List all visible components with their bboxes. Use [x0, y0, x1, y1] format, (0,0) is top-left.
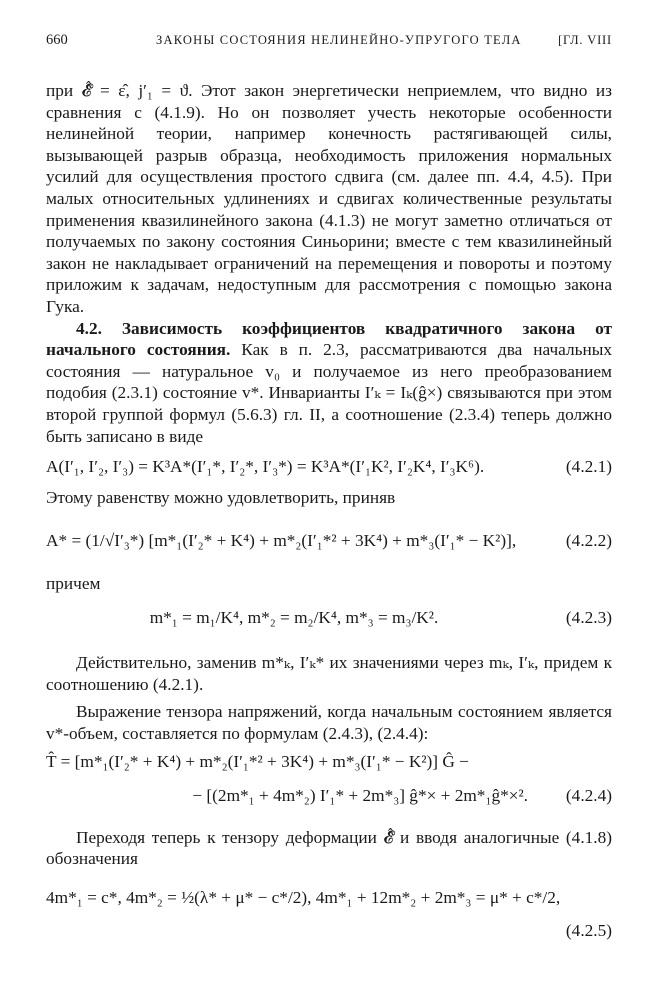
equation-4-2-4-line2 [46, 779, 612, 813]
section-heading: 4.2. Зависимость коэффициентов квадратичного закона от начального состояния. [46, 318, 612, 360]
equation-4-2-5-number-row [46, 920, 612, 944]
page-body [46, 80, 612, 944]
paragraph-deformation: Переходя теперь к тензору деформации 𝓔̂̂ и вводя аналогичные (4.1.8) обозначения [46, 827, 612, 869]
equation-number: (4.2.1) [565, 457, 612, 477]
running-title: ЗАКОНЫ СОСТОЯНИЯ НЕЛИНЕЙНО-УПРУГОГО ТЕЛА [156, 33, 522, 47]
equation-4-2-4-line1 [46, 745, 612, 779]
chapter-label: [ГЛ. VIII [558, 33, 612, 47]
equation-formula: − [(2m*₁ + 4m*₂) I′₁* + 2m*₃] ĝ*× + 2m*₁ĝ*×². [192, 785, 528, 805]
equation-formula: T̂ = [m*₁(I′₂* + K⁴) + m*₂(I′₁*² + 3K⁴) + m*₃(I′₁* − K²)] Ĝ − [46, 751, 469, 771]
equation-4-2-2 [46, 515, 612, 567]
section-4-2 [46, 318, 612, 448]
equation-formula: m*₁ = m₁/K⁴, m*₂ = m₂/K⁴, m*₃ = m₃/K². [149, 608, 439, 628]
paragraph-stress-tensor: Выражение тензора напряжений, когда начальным состоянием является v*-объем, составляется по формулам (2.4.3), (2.4.4): [46, 702, 612, 744]
equation-number: (4.2.3) [565, 608, 612, 628]
equation-4-2-5 [46, 876, 612, 920]
paragraph-whereby: причем [46, 573, 101, 593]
equation-number: (4.2.2) [565, 530, 612, 550]
equation-4-2-1 [46, 447, 612, 487]
running-header [46, 32, 612, 54]
equation-formula: A(I′₁, I′₂, I′₃) = K³A*(I′₁*, I′₂*, I′₃*) = K³A*(I′₁K², I′₂K⁴, I′₃K⁶). [46, 457, 485, 477]
equation-number: (4.2.5) [565, 920, 612, 940]
equation-formula: A* = (1/√I′₃*) [m*₁(I′₂* + K⁴) + m*₂(I′₁*² + 3K⁴) + m*₃(I′₁* − K²)], [46, 530, 517, 550]
paragraph-substitution: Этому равенству можно удовлетворить, приняв [46, 488, 396, 508]
equation-4-2-3 [46, 594, 612, 642]
section-text: Как в п. 2.3, рассматриваются два начальных состояния — натуральное v₀ и получаемое из него преобразованием подобия (2.3.1) состояние v*. Инварианты I′ₖ = Iₖ(ĝ×) связываются при этом второй группой формул (5.6.3) гл. II, а соотношение (2.3.4) теперь должно быть записано в виде [46, 340, 612, 446]
paragraph-verification: Действительно, заменив m*ₖ, I′ₖ* их значениями через mₖ, I′ₖ, придем к соотношению (4.2.1). [46, 653, 612, 694]
equation-formula: 4m*₁ = c*, 4m*₂ = ½(λ* + μ* − c*/2), 4m*₁ + 12m*₂ + 2m*₃ = μ* + c*/2, [46, 888, 561, 908]
page-number: 660 [46, 32, 68, 48]
paragraph-continuation: при 𝓔̂̂ = ε̂, j′₁ = ϑ. Этот закон энергетически неприемлем, что видно из сравнения с (4.1.9). Но он позволяет учесть некоторые особенности нелинейной теории, например конечность растягивающей силы, вызывающей разрыв образца, необходимость приложения нормальных усилий для осуществления простого сдвига (см. далее пп. 4.4, 4.5). При малых относительных удлинениях и сдвигах количественные результаты применения квазилинейного закона (4.1.3) не могут заметно отличаться от получаемых по закону состояния Синьорини; вместе с тем квазилинейный закон не накладывает ограничений на перемещения и повороты и поэтому приложим к задачам, недоступным для рассмотрения с помощью закона Гука. [46, 81, 612, 316]
equation-number: (4.2.4) [565, 785, 612, 805]
